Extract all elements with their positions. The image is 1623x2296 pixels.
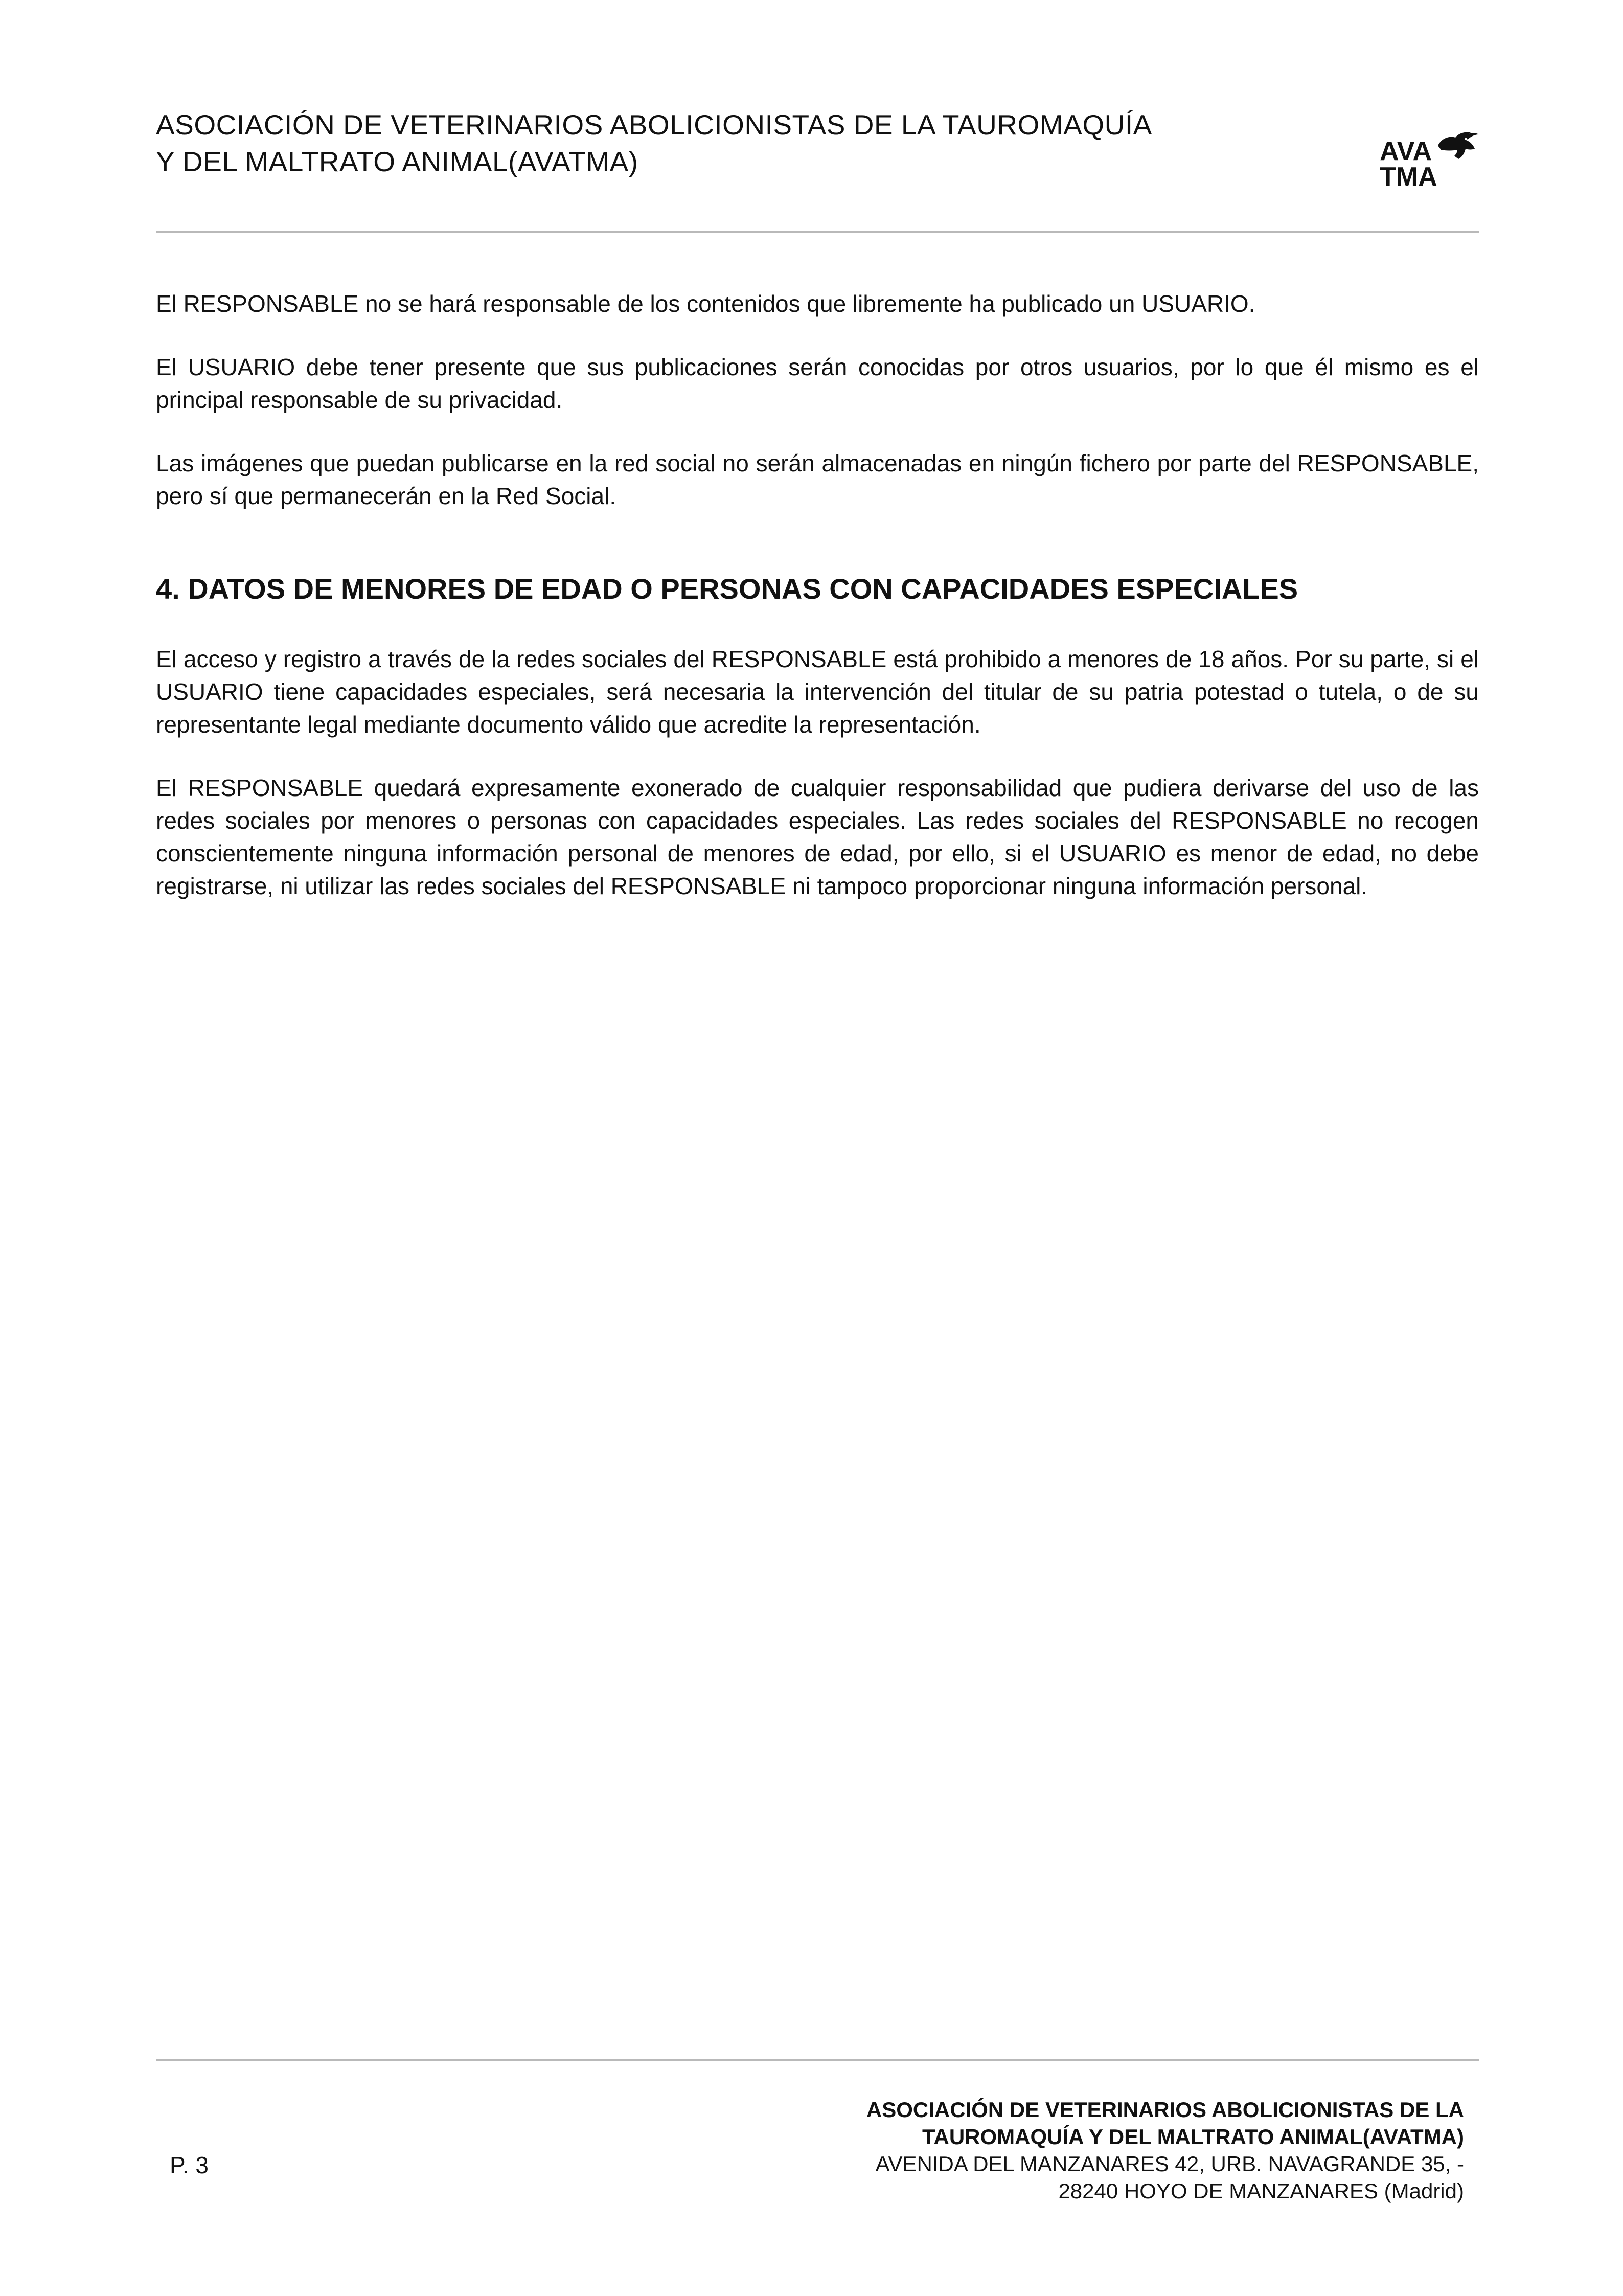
paragraph-imagenes: Las imágenes que puedan publicarse en la red social no serán almacenadas en ningún fichero por parte del RESPONSABLE, pero sí que permanecerán en la Red Social. [156,450,1479,509]
section-heading-menores: 4. DATOS DE MENORES DE EDAD O PERSONAS CON CAPACIDADES ESPECIALES [156,573,1298,605]
page-number: P. 3 [170,2152,209,2178]
header-divider [156,231,1479,233]
paragraph-acceso-registro: El acceso y registro a través de la redes sociales del RESPONSABLE está prohibido a menores de 18 años. Por su parte, si el USUARIO tiene capacidades especiales, será necesaria la intervención del titular de su patria potestad o tutela, o de su representante legal mediante documento válido que acredite la representación. [156,646,1479,738]
logo-text-line-1: AVA [1380,137,1432,166]
footer-organization [697,2096,1464,2204]
paragraph-responsable-contenidos: El RESPONSABLE no se hará responsable de los contenidos que libremente ha publicado un USUARIO. [156,290,1255,317]
footer-divider [156,2059,1479,2061]
footer-address-line-2: 28240 HOYO DE MANZANARES (Madrid) [1058,2179,1464,2203]
footer-org-line-1: ASOCIACIÓN DE VETERINARIOS ABOLICIONISTAS DE LA [866,2098,1464,2122]
header-title-line-2: Y DEL MALTRATO ANIMAL(AVATMA) [156,146,638,177]
paragraph-usuario-privacidad: El USUARIO debe tener presente que sus publicaciones serán conocidas por otros usuarios, por lo que él mismo es el principal responsable de su privacidad. [156,354,1479,413]
header-title-line-1: ASOCIACIÓN DE VETERINARIOS ABOLICIONISTAS DE LA TAUROMAQUÍA [156,109,1152,141]
paragraph-exoneracion: El RESPONSABLE quedará expresamente exonerado de cualquier responsabilidad que pudiera derivarse del uso de las redes sociales por menores o personas con capacidades especiales. Las redes sociales del RESPONSABLE no recogen conscientemente ninguna información personal de menores de edad, por ello, si el USUARIO es menor de edad, no debe registrarse, ni utilizar las redes sociales del RESPONSABLE ni tampoco proporcionar ninguna información personal. [156,775,1479,899]
avatma-logo [1378,130,1480,192]
bull-head-icon [1438,132,1479,159]
footer-address-line-1: AVENIDA DEL MANZANARES 42, URB. NAVAGRANDE 35, - [875,2152,1464,2176]
document-body [156,287,1479,933]
header-title [156,106,1332,180]
logo-text-line-2: TMA [1380,162,1437,192]
footer-org-line-2: TAUROMAQUÍA Y DEL MALTRATO ANIMAL(AVATMA) [922,2125,1464,2149]
